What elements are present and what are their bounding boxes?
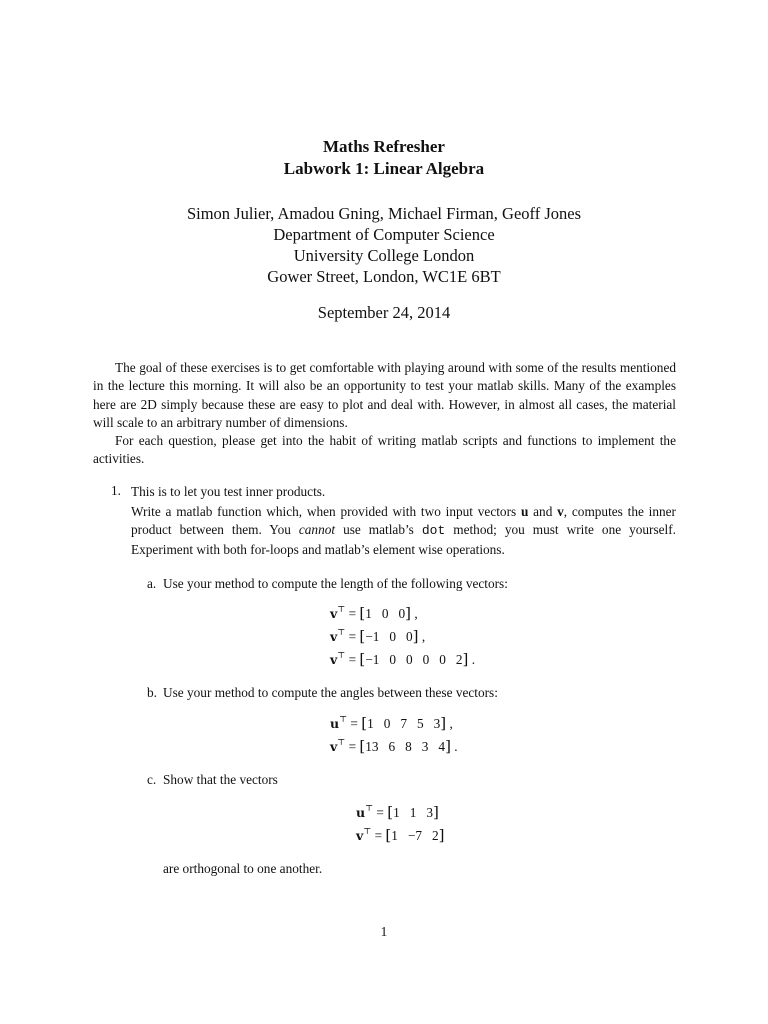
transpose-symbol: ⊤ — [365, 803, 374, 813]
document-title: Maths Refresher — [323, 137, 445, 156]
eq-tail: . — [471, 652, 476, 667]
eq-values: 1 −7 2 — [391, 828, 439, 843]
eq-var: v — [330, 629, 338, 644]
question-1-number: 1. — [111, 483, 121, 498]
authors-line: Simon Julier, Amadou Gning, Michael Firman, Geoff Jones — [186, 204, 582, 223]
eq-var: u — [356, 805, 366, 820]
document-subtitle: Labwork 1: Linear Algebra — [283, 159, 485, 178]
body-text-2: , computes the inner product between them. You — [131, 504, 676, 538]
equation-a-2: v⊤ = [−1 0 0] , — [330, 627, 426, 645]
date-line: September 24, 2014 — [317, 303, 451, 322]
part-c-label: c. — [147, 772, 157, 787]
transpose-symbol: ⊤ — [337, 650, 346, 660]
question-1-body — [131, 503, 676, 559]
part-a-label: a. — [147, 576, 157, 591]
eq-values: −1 0 0 0 0 2 — [365, 652, 463, 667]
body-text-1: Write a matlab function which, when provided with two input vectors — [131, 504, 521, 519]
university-line: University College London — [293, 246, 475, 265]
body-text-3: use matlab’s — [335, 522, 422, 538]
equals-sign: = — [371, 828, 386, 843]
var-u: u — [520, 504, 529, 519]
equals-sign: = — [373, 805, 388, 820]
transpose-symbol: ⊤ — [337, 737, 346, 747]
department-line: Department of Computer Science — [273, 225, 495, 244]
question-1-lead: This is to let you test inner products. — [131, 484, 326, 499]
intro-paragraph-1: The goal of these exercises is to get comfortable with playing around with some of the results mentioned in the lecture this morning. It will also be an opportunity to test your matlab skills. Many of the examples here are 2D simply because these are easy to plot and deal with. However, in almost all cases, the material will scale to an arbitrary number of dimensions. — [93, 360, 676, 430]
equation-c-1: u⊤ = [1 1 3] — [356, 803, 439, 821]
eq-var: u — [330, 716, 340, 731]
transpose-symbol: ⊤ — [339, 714, 348, 724]
eq-tail: , — [421, 629, 426, 644]
body-and: and — [528, 504, 558, 519]
eq-var: v — [330, 652, 338, 667]
part-a-text: Use your method to compute the length of the following vectors: — [163, 576, 508, 591]
part-c-after: are orthogonal to one another. — [163, 861, 323, 876]
equation-a-3: v⊤ = [−1 0 0 0 0 2] . — [330, 650, 476, 668]
part-b-label: b. — [147, 685, 157, 700]
equation-b-1: u⊤ = [1 0 7 5 3] , — [330, 714, 453, 732]
eq-values: 13 6 8 3 4 — [365, 739, 446, 754]
eq-values: 1 0 0 — [365, 606, 406, 621]
equals-sign: = — [345, 739, 360, 754]
eq-values: 1 0 7 5 3 — [367, 716, 441, 731]
equation-c-2: v⊤ = [1 −7 2] — [356, 826, 445, 844]
equals-sign: = — [345, 652, 360, 667]
intro-paragraph-2: For each question, please get into the habit of writing matlab scripts and functions to implement the activities. — [93, 433, 676, 467]
var-v: v — [557, 504, 564, 519]
cannot-emphasis: cannot — [298, 522, 336, 538]
eq-values: 1 1 3 — [393, 805, 433, 820]
eq-var: v — [356, 828, 364, 843]
part-c-text: Show that the vectors — [163, 772, 278, 787]
page-number: 1 — [380, 924, 388, 939]
equals-sign: = — [347, 716, 362, 731]
equation-b-2: v⊤ = [13 6 8 3 4] . — [330, 737, 458, 755]
equals-sign: = — [345, 606, 360, 621]
eq-tail: , — [449, 716, 453, 731]
equals-sign: = — [345, 629, 360, 644]
eq-var: v — [330, 739, 338, 754]
eq-tail: . — [454, 739, 458, 754]
eq-var: v — [330, 606, 338, 621]
transpose-symbol: ⊤ — [363, 826, 372, 836]
dot-code: dot — [421, 523, 446, 539]
address-line: Gower Street, London, WC1E 6BT — [267, 267, 501, 286]
part-b-text: Use your method to compute the angles between these vectors: — [163, 685, 498, 700]
transpose-symbol: ⊤ — [337, 627, 346, 637]
eq-tail: , — [414, 606, 418, 621]
eq-values: −1 0 0 — [365, 629, 413, 644]
equation-a-1: v⊤ = [1 0 0] , — [330, 604, 418, 622]
body-text-4: method; you must write one yourself. Experiment with both for-loops and matlab’s element wise operations. — [131, 522, 677, 557]
transpose-symbol: ⊤ — [337, 604, 346, 614]
